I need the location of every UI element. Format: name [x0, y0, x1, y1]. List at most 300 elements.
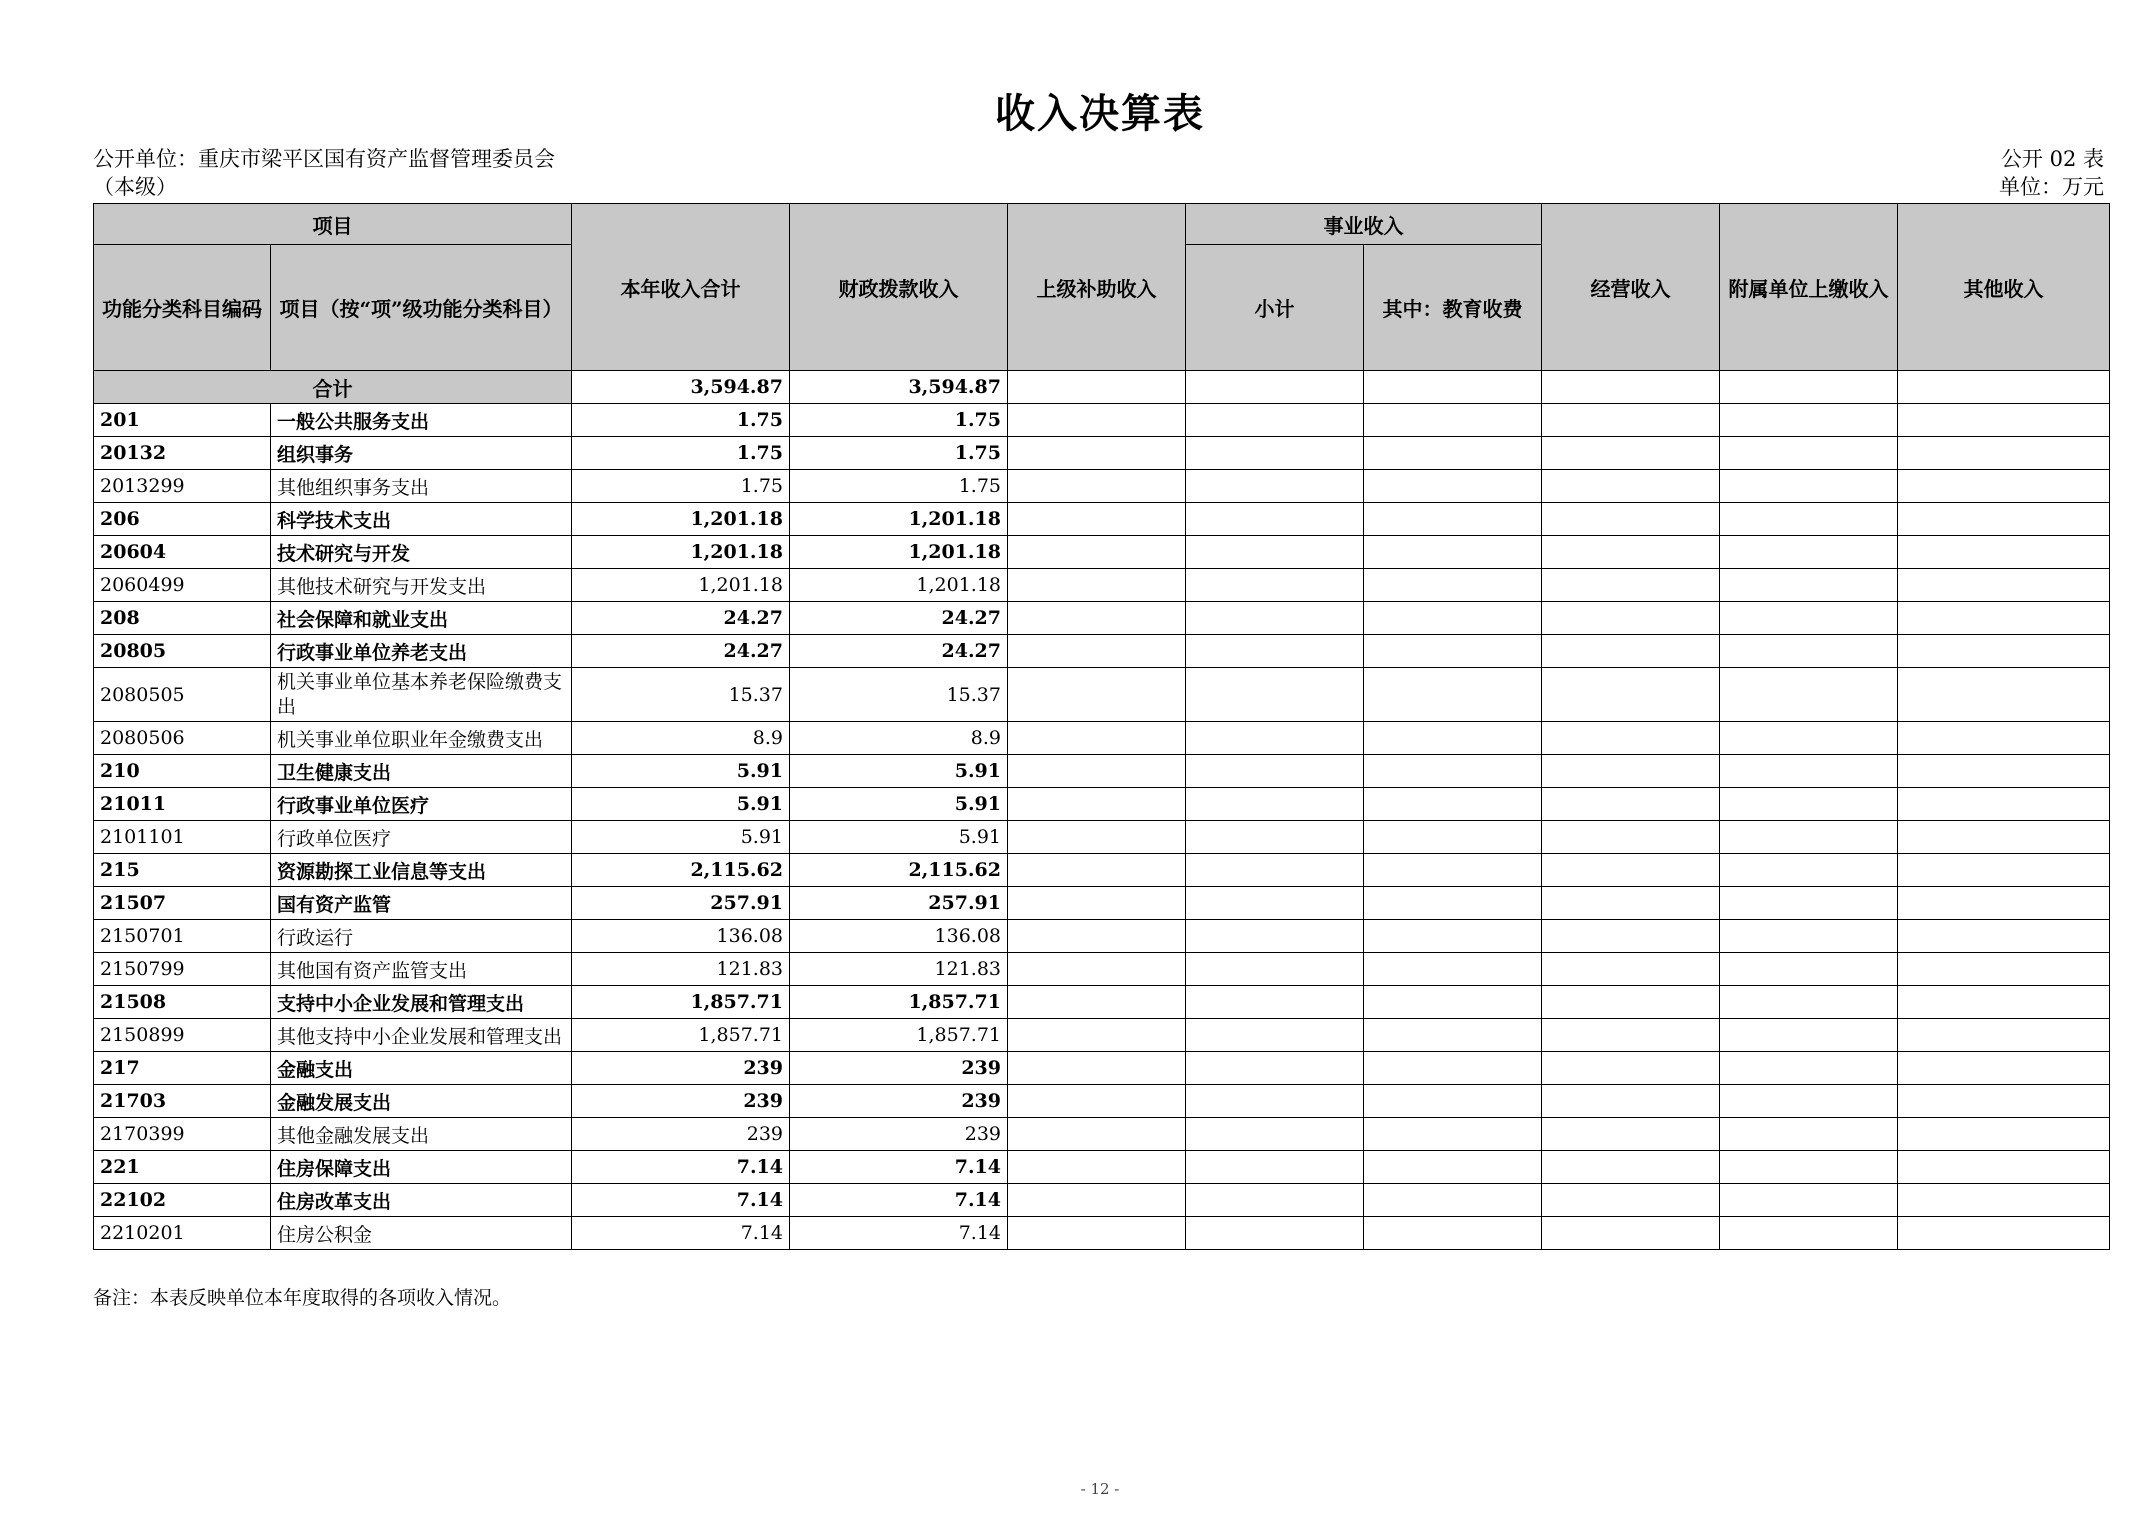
header-superior: 上级补助收入 [1008, 204, 1186, 371]
empty-cell [1542, 1052, 1720, 1085]
table-row [94, 1184, 2110, 1217]
empty-cell [1364, 920, 1542, 953]
total-income-cell: 7.14 [572, 1184, 790, 1217]
table-row [94, 1052, 2110, 1085]
empty-cell [1186, 722, 1364, 755]
unit-name: 公开单位：重庆市梁平区国有资产监督管理委员会 [93, 147, 555, 171]
total-income-cell: 257.91 [572, 887, 790, 920]
empty-cell [1008, 821, 1186, 854]
empty-cell [1898, 503, 2110, 536]
empty-cell [1008, 1118, 1186, 1151]
name-cell: 行政事业单位医疗 [271, 788, 572, 821]
empty-cell [1186, 536, 1364, 569]
name-cell: 金融发展支出 [271, 1085, 572, 1118]
empty-cell [1186, 1052, 1364, 1085]
empty-cell [1364, 1118, 1542, 1151]
empty-cell [1898, 1217, 2110, 1250]
fiscal-cell: 5.91 [790, 755, 1008, 788]
header-total-income: 本年收入合计 [572, 204, 790, 371]
fiscal-cell: 7.14 [790, 1217, 1008, 1250]
empty-cell [1720, 986, 1898, 1019]
name-cell: 住房保障支出 [271, 1151, 572, 1184]
empty-cell [1720, 1019, 1898, 1052]
empty-cell [1542, 953, 1720, 986]
empty-cell [1008, 371, 1186, 404]
empty-cell [1186, 1118, 1364, 1151]
table-row [94, 821, 2110, 854]
empty-cell [1898, 1052, 2110, 1085]
fiscal-cell: 24.27 [790, 635, 1008, 668]
fiscal-cell: 7.14 [790, 1151, 1008, 1184]
empty-cell [1720, 722, 1898, 755]
empty-cell [1186, 887, 1364, 920]
fiscal-cell: 5.91 [790, 821, 1008, 854]
empty-cell [1364, 569, 1542, 602]
empty-cell [1364, 503, 1542, 536]
empty-cell [1898, 821, 2110, 854]
total-income-cell: 8.9 [572, 722, 790, 755]
name-cell: 其他支持中小企业发展和管理支出 [271, 1019, 572, 1052]
table-row [94, 854, 2110, 887]
empty-cell [1898, 1118, 2110, 1151]
empty-cell [1898, 788, 2110, 821]
header-item: 项目 [94, 204, 572, 245]
name-cell: 资源勘探工业信息等支出 [271, 854, 572, 887]
name-cell: 机关事业单位基本养老保险缴费支出 [271, 668, 572, 722]
empty-cell [1720, 788, 1898, 821]
header-business: 事业收入 [1186, 204, 1542, 245]
empty-cell [1720, 536, 1898, 569]
empty-cell [1898, 986, 2110, 1019]
name-cell: 其他金融发展支出 [271, 1118, 572, 1151]
header-affiliated: 附属单位上缴收入 [1720, 204, 1898, 371]
empty-cell [1720, 602, 1898, 635]
unit-info [93, 145, 555, 201]
empty-cell [1720, 635, 1898, 668]
empty-cell [1720, 755, 1898, 788]
empty-cell [1720, 668, 1898, 722]
empty-cell [1186, 569, 1364, 602]
table-row [94, 722, 2110, 755]
table-row [94, 602, 2110, 635]
empty-cell [1720, 1118, 1898, 1151]
total-income-cell: 1,201.18 [572, 536, 790, 569]
header-name: 项目（按“项”级功能分类科目） [271, 245, 572, 371]
table-row [94, 404, 2110, 437]
empty-cell [1186, 404, 1364, 437]
code-cell: 201 [94, 404, 271, 437]
fiscal-cell: 8.9 [790, 722, 1008, 755]
empty-cell [1008, 602, 1186, 635]
empty-cell [1364, 1184, 1542, 1217]
fiscal-cell: 1.75 [790, 404, 1008, 437]
name-cell: 技术研究与开发 [271, 536, 572, 569]
name-cell: 住房公积金 [271, 1217, 572, 1250]
name-cell: 机关事业单位职业年金缴费支出 [271, 722, 572, 755]
empty-cell [1186, 503, 1364, 536]
table-row [94, 755, 2110, 788]
code-cell: 20604 [94, 536, 271, 569]
empty-cell [1542, 536, 1720, 569]
empty-cell [1720, 920, 1898, 953]
empty-cell [1364, 1052, 1542, 1085]
empty-cell [1720, 887, 1898, 920]
table-row [94, 668, 2110, 722]
empty-cell [1008, 755, 1186, 788]
fiscal-cell: 1,201.18 [790, 503, 1008, 536]
fiscal-cell: 1,201.18 [790, 569, 1008, 602]
empty-cell [1898, 602, 2110, 635]
empty-cell [1720, 371, 1898, 404]
code-cell: 2210201 [94, 1217, 271, 1250]
total-income-cell: 3,594.87 [572, 371, 790, 404]
empty-cell [1720, 1052, 1898, 1085]
total-income-cell: 24.27 [572, 635, 790, 668]
empty-cell [1186, 1184, 1364, 1217]
table-row [94, 1085, 2110, 1118]
header-education: 其中：教育收费 [1364, 245, 1542, 371]
fiscal-cell: 121.83 [790, 953, 1008, 986]
empty-cell [1542, 470, 1720, 503]
empty-cell [1008, 953, 1186, 986]
empty-cell [1720, 503, 1898, 536]
code-cell: 2101101 [94, 821, 271, 854]
fiscal-cell: 1.75 [790, 437, 1008, 470]
name-cell: 金融支出 [271, 1052, 572, 1085]
empty-cell [1008, 569, 1186, 602]
name-cell: 住房改革支出 [271, 1184, 572, 1217]
fiscal-cell: 1,201.18 [790, 536, 1008, 569]
empty-cell [1720, 437, 1898, 470]
empty-cell [1008, 668, 1186, 722]
fiscal-cell: 24.27 [790, 602, 1008, 635]
empty-cell [1542, 1085, 1720, 1118]
code-cell: 21507 [94, 887, 271, 920]
code-cell: 208 [94, 602, 271, 635]
code-cell: 2080505 [94, 668, 271, 722]
empty-cell [1542, 602, 1720, 635]
form-number: 公开 02 表 [2000, 147, 2104, 171]
total-income-cell: 136.08 [572, 920, 790, 953]
empty-cell [1008, 1052, 1186, 1085]
empty-cell [1898, 371, 2110, 404]
header-fiscal: 财政拨款收入 [790, 204, 1008, 371]
code-cell: 206 [94, 503, 271, 536]
code-cell: 22102 [94, 1184, 271, 1217]
empty-cell [1364, 722, 1542, 755]
total-income-cell: 1,201.18 [572, 569, 790, 602]
empty-cell [1542, 1151, 1720, 1184]
empty-cell [1186, 635, 1364, 668]
empty-cell [1008, 788, 1186, 821]
name-cell: 行政事业单位养老支出 [271, 635, 572, 668]
code-cell: 210 [94, 755, 271, 788]
empty-cell [1008, 1217, 1186, 1250]
empty-cell [1186, 602, 1364, 635]
table-row [94, 437, 2110, 470]
fiscal-cell: 136.08 [790, 920, 1008, 953]
income-table [93, 203, 2110, 1250]
code-cell: 2013299 [94, 470, 271, 503]
code-cell: 2150701 [94, 920, 271, 953]
empty-cell [1364, 404, 1542, 437]
total-label: 合计 [94, 371, 572, 404]
empty-cell [1186, 788, 1364, 821]
empty-cell [1186, 1019, 1364, 1052]
code-cell: 221 [94, 1151, 271, 1184]
empty-cell [1542, 404, 1720, 437]
empty-cell [1720, 1217, 1898, 1250]
code-cell: 2150899 [94, 1019, 271, 1052]
total-fiscal-cell: 3,594.87 [790, 371, 1008, 404]
table-row [94, 1019, 2110, 1052]
empty-cell [1542, 1184, 1720, 1217]
empty-cell [1542, 887, 1720, 920]
empty-cell [1720, 953, 1898, 986]
total-income-cell: 1,857.71 [572, 1019, 790, 1052]
empty-cell [1898, 1085, 2110, 1118]
table-row [94, 953, 2110, 986]
name-cell: 国有资产监管 [271, 887, 572, 920]
name-cell: 一般公共服务支出 [271, 404, 572, 437]
empty-cell [1008, 854, 1186, 887]
empty-cell [1364, 1217, 1542, 1250]
total-income-cell: 24.27 [572, 602, 790, 635]
empty-cell [1898, 887, 2110, 920]
table-row [94, 536, 2110, 569]
name-cell: 其他技术研究与开发支出 [271, 569, 572, 602]
code-cell: 2170399 [94, 1118, 271, 1151]
empty-cell [1542, 1217, 1720, 1250]
empty-cell [1186, 1085, 1364, 1118]
header-operating: 经营收入 [1542, 204, 1720, 371]
empty-cell [1364, 1019, 1542, 1052]
empty-cell [1542, 755, 1720, 788]
name-cell: 组织事务 [271, 437, 572, 470]
code-cell: 2060499 [94, 569, 271, 602]
empty-cell [1542, 722, 1720, 755]
empty-cell [1542, 635, 1720, 668]
total-income-cell: 5.91 [572, 755, 790, 788]
empty-cell [1898, 1151, 2110, 1184]
table-row [94, 920, 2110, 953]
table-row [94, 1217, 2110, 1250]
empty-cell [1364, 602, 1542, 635]
empty-cell [1898, 437, 2110, 470]
empty-cell [1364, 986, 1542, 1019]
total-income-cell: 5.91 [572, 821, 790, 854]
empty-cell [1364, 788, 1542, 821]
empty-cell [1186, 986, 1364, 1019]
header-other: 其他收入 [1898, 204, 2110, 371]
code-cell: 21011 [94, 788, 271, 821]
empty-cell [1898, 755, 2110, 788]
fiscal-cell: 15.37 [790, 668, 1008, 722]
empty-cell [1542, 569, 1720, 602]
empty-cell [1364, 371, 1542, 404]
total-income-cell: 239 [572, 1052, 790, 1085]
empty-cell [1186, 953, 1364, 986]
empty-cell [1008, 470, 1186, 503]
empty-cell [1898, 920, 2110, 953]
empty-cell [1720, 1184, 1898, 1217]
empty-cell [1720, 404, 1898, 437]
empty-cell [1542, 986, 1720, 1019]
name-cell: 社会保障和就业支出 [271, 602, 572, 635]
fiscal-cell: 1.75 [790, 470, 1008, 503]
total-income-cell: 1,857.71 [572, 986, 790, 1019]
empty-cell [1008, 536, 1186, 569]
fiscal-cell: 239 [790, 1118, 1008, 1151]
fiscal-cell: 2,115.62 [790, 854, 1008, 887]
empty-cell [1542, 668, 1720, 722]
code-cell: 217 [94, 1052, 271, 1085]
empty-cell [1008, 1151, 1186, 1184]
name-cell: 科学技术支出 [271, 503, 572, 536]
empty-cell [1364, 536, 1542, 569]
empty-cell [1720, 821, 1898, 854]
empty-cell [1186, 437, 1364, 470]
total-income-cell: 2,115.62 [572, 854, 790, 887]
empty-cell [1720, 470, 1898, 503]
empty-cell [1364, 668, 1542, 722]
header-subtotal: 小计 [1186, 245, 1364, 371]
empty-cell [1542, 437, 1720, 470]
empty-cell [1542, 1118, 1720, 1151]
empty-cell [1008, 722, 1186, 755]
code-cell: 21508 [94, 986, 271, 1019]
fiscal-cell: 1,857.71 [790, 1019, 1008, 1052]
empty-cell [1364, 854, 1542, 887]
empty-cell [1720, 1151, 1898, 1184]
total-income-cell: 1.75 [572, 404, 790, 437]
table-row [94, 569, 2110, 602]
empty-cell [1364, 755, 1542, 788]
document-title: 收入决算表 [995, 90, 1205, 137]
empty-cell [1186, 755, 1364, 788]
empty-cell [1364, 1085, 1542, 1118]
empty-cell [1898, 854, 2110, 887]
total-income-cell: 239 [572, 1118, 790, 1151]
empty-cell [1186, 1217, 1364, 1250]
empty-cell [1186, 470, 1364, 503]
total-income-cell: 1.75 [572, 437, 790, 470]
table-row [94, 1118, 2110, 1151]
empty-cell [1542, 821, 1720, 854]
empty-cell [1898, 1184, 2110, 1217]
table-row [94, 503, 2110, 536]
table-row [94, 470, 2110, 503]
name-cell: 其他国有资产监管支出 [271, 953, 572, 986]
empty-cell [1898, 635, 2110, 668]
empty-cell [1008, 1085, 1186, 1118]
empty-cell [1364, 821, 1542, 854]
form-info [1999, 145, 2104, 201]
table-note: 备注：本表反映单位本年度取得的各项收入情况。 [93, 1287, 512, 1309]
total-income-cell: 1.75 [572, 470, 790, 503]
empty-cell [1364, 437, 1542, 470]
empty-cell [1008, 437, 1186, 470]
empty-cell [1186, 1151, 1364, 1184]
empty-cell [1364, 1151, 1542, 1184]
empty-cell [1542, 854, 1720, 887]
code-cell: 2150799 [94, 953, 271, 986]
total-income-cell: 5.91 [572, 788, 790, 821]
empty-cell [1008, 986, 1186, 1019]
empty-cell [1186, 821, 1364, 854]
empty-cell [1542, 1019, 1720, 1052]
header-code: 功能分类科目编码 [94, 245, 271, 371]
name-cell: 其他组织事务支出 [271, 470, 572, 503]
empty-cell [1542, 920, 1720, 953]
table-row [94, 1151, 2110, 1184]
empty-cell [1898, 404, 2110, 437]
empty-cell [1008, 503, 1186, 536]
empty-cell [1898, 722, 2110, 755]
empty-cell [1720, 1085, 1898, 1118]
empty-cell [1898, 569, 2110, 602]
empty-cell [1186, 668, 1364, 722]
empty-cell [1720, 569, 1898, 602]
code-cell: 215 [94, 854, 271, 887]
empty-cell [1542, 503, 1720, 536]
name-cell: 卫生健康支出 [271, 755, 572, 788]
table-row [94, 986, 2110, 1019]
page-number: - 12 - [1080, 1480, 1120, 1498]
fiscal-cell: 257.91 [790, 887, 1008, 920]
empty-cell [1898, 668, 2110, 722]
empty-cell [1898, 536, 2110, 569]
name-cell: 支持中小企业发展和管理支出 [271, 986, 572, 1019]
empty-cell [1186, 854, 1364, 887]
empty-cell [1008, 920, 1186, 953]
currency-unit: 单位：万元 [1999, 175, 2104, 199]
empty-cell [1186, 371, 1364, 404]
empty-cell [1898, 1019, 2110, 1052]
empty-cell [1008, 635, 1186, 668]
empty-cell [1720, 854, 1898, 887]
empty-cell [1008, 1019, 1186, 1052]
empty-cell [1364, 470, 1542, 503]
code-cell: 2080506 [94, 722, 271, 755]
total-income-cell: 239 [572, 1085, 790, 1118]
empty-cell [1186, 920, 1364, 953]
fiscal-cell: 5.91 [790, 788, 1008, 821]
empty-cell [1542, 371, 1720, 404]
total-income-cell: 15.37 [572, 668, 790, 722]
fiscal-cell: 1,857.71 [790, 986, 1008, 1019]
name-cell: 行政单位医疗 [271, 821, 572, 854]
name-cell: 行政运行 [271, 920, 572, 953]
empty-cell [1008, 1184, 1186, 1217]
empty-cell [1364, 635, 1542, 668]
table-row [94, 635, 2110, 668]
code-cell: 20805 [94, 635, 271, 668]
total-income-cell: 121.83 [572, 953, 790, 986]
fiscal-cell: 239 [790, 1085, 1008, 1118]
code-cell: 20132 [94, 437, 271, 470]
total-income-cell: 7.14 [572, 1217, 790, 1250]
header-row-1 [94, 204, 2110, 245]
empty-cell [1008, 887, 1186, 920]
empty-cell [1542, 788, 1720, 821]
fiscal-cell: 239 [790, 1052, 1008, 1085]
table-row [94, 788, 2110, 821]
empty-cell [1898, 470, 2110, 503]
table-row [94, 887, 2110, 920]
unit-level: （本级） [93, 175, 177, 199]
empty-cell [1898, 953, 2110, 986]
